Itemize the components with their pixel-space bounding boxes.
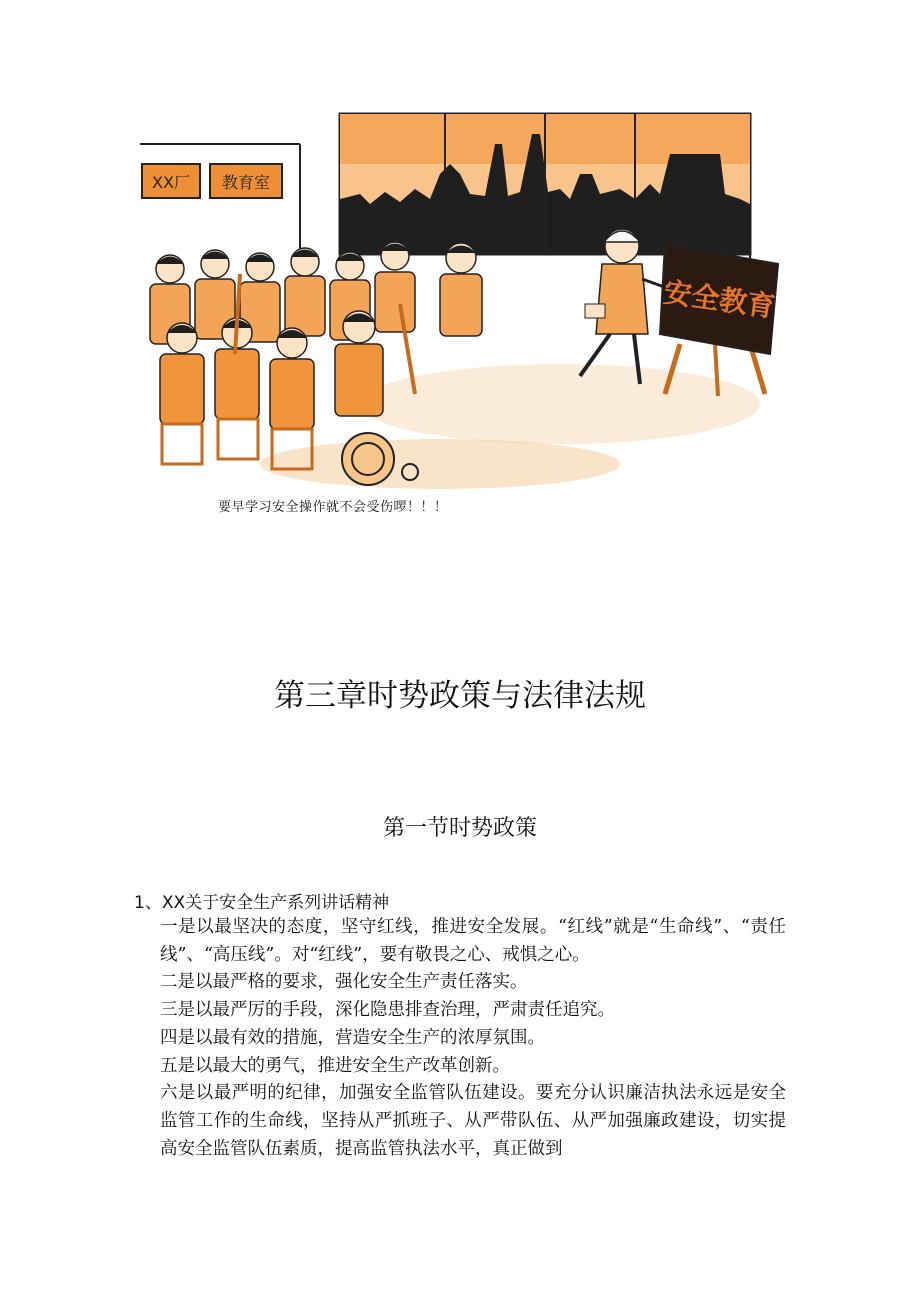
paragraph: 一是以最坚决的态度，坚守红线，推进安全发展。“红线”就是“生命线”、“责任线”、“高压线”。对“红线”，要有敬畏之心、戒惧之心。 (160, 917, 786, 965)
svg-text:教育室: 教育室 (221, 173, 271, 192)
paragraph: 六是以最严明的纪律，加强安全监管队伍建设。要充分认识廉洁执法永远是安全监管工作的生命线，坚持从严抓班子、从严带队伍、从严加强廉政建设，切实提高安全监管队伍素质，提高监管执法水平，真正做到 (160, 1083, 786, 1159)
paragraph: 四是以最有效的措施，营造安全生产的浓厚氛围。 (160, 1027, 545, 1048)
illustration-caption: 要早学习安全操作就不会受伤啰！！！ (218, 500, 448, 515)
speech-points (160, 914, 786, 1163)
item-heading: 1、XX关于安全生产系列讲话精神 (134, 893, 390, 913)
factory-sign (142, 164, 200, 198)
paragraph: 二是以最严格的要求，强化安全生产责任落实。 (160, 972, 528, 993)
section-title: 第一节时势政策 (382, 816, 537, 841)
safety-education-cartoon (140, 104, 782, 496)
paragraph: 三是以最严厉的手段，深化隐患排查治理，严肃责任追究。 (160, 1000, 615, 1021)
factory-window (340, 114, 750, 254)
paragraph: 五是以最大的勇气，推进安全生产改革创新。 (160, 1055, 510, 1076)
svg-text:XX厂: XX厂 (152, 173, 190, 192)
chapter-title: 第三章时势政策与法律法规 (274, 678, 646, 714)
classroom-sign (210, 164, 282, 198)
svg-text:安全教育: 安全教育 (661, 275, 778, 324)
